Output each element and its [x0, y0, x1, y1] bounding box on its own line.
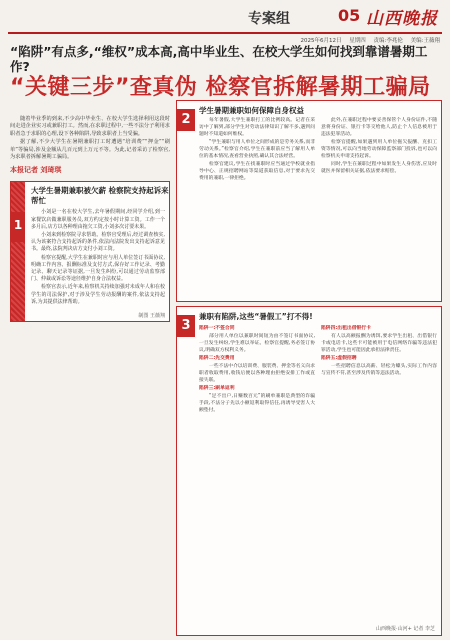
section-3-credit: 山西晚报·山河+ 记者 李芝 — [376, 626, 435, 632]
section-3-col-b — [321, 325, 437, 623]
section-3-body — [199, 325, 437, 623]
issue-weekday: 星期四 — [349, 38, 366, 44]
section-1-paragraph: 检察官提醒,大学生在兼职时应与用人单位签订书面协议,明确工作内容、报酬标准及支付方式,保存好工作记录、考勤记录、聊天记录等证据,一旦发生纠纷,可以通过劳动监察部门、仲裁或诉讼等途径维护自身合法权益。 — [31, 254, 165, 283]
trap-heading: 陷阱三:刷单返利 — [199, 386, 235, 391]
trap-text: 有人以高额报酬为诱饵,要求学生出租、出借银行卡或电话卡,这些卡可能被用于电信网络诈骗等违法犯罪活动,学生也可能因此承担法律责任。 — [321, 334, 437, 353]
trap-heading: 陷阱五:虚假招聘 — [321, 356, 357, 361]
section-2-paragraph: 检察官提醒,如果遇到用人单位拖欠报酬、克扣工资等情况,可以向当地劳动保障监察部门投诉,也可以向检察机关申请支持起诉。 — [321, 140, 437, 159]
section-2-col-a — [199, 117, 315, 297]
section-1-body — [11, 206, 169, 310]
headline-kicker: “陷阱”有点多,“维权”成本高,高中毕业生、在校大学生如何找到靠谱暑期工作? — [10, 44, 428, 74]
left-column — [10, 116, 170, 636]
lead-paragraph: 据了解,不少大学生在暑期兼职打工时遭遇“培训费”“押金”“刷单”等骗局,涉及金额从几百元到上万元不等。为此,记者采访了检察官,为求职者拆解暑期工骗局。 — [10, 139, 170, 161]
section-2-paragraph: 同时,学生在兼职过程中如果发生人身伤害,应及时就医并保留相关证据,依法要求赔偿。 — [321, 162, 437, 174]
section-2-title: 学生暑期兼职如何保障自身权益 — [199, 106, 304, 115]
section-3-col-a — [199, 325, 315, 623]
section-1-paragraph: 小刘来到检察院寻求帮助。检察官受理后,经过调查核实,认为该案符合支持起诉的条件,依法向法院发出支持起诉意见书。最终,法院判决店方支付小刘工资。 — [31, 232, 165, 253]
page-number: 05 — [338, 6, 361, 25]
trap-text: 一些不法中介以培训费、服装费、押金等名义向求职者收取费用,收钱后便以各种理由拒绝安排工作或直接失联。 — [199, 364, 315, 383]
reporter-byline: 本报记者 刘琦琪 — [10, 166, 62, 175]
section-name: 专案组 — [248, 11, 290, 27]
newspaper-logo: 山西晚报 — [366, 9, 438, 29]
section-2 — [176, 100, 442, 302]
editor-credit: 责编:李兆伦 — [373, 38, 403, 44]
section-1-paragraph: 检察官表示,近年来,检察机关持续加强对未成年人和在校学生的司法保护,对于涉及学生劳动报酬的案件,依法支持起诉,为其提供法律帮助。 — [31, 284, 165, 305]
section-3-number-badge: 3 — [177, 315, 195, 337]
section-2-col-b — [321, 117, 437, 297]
trap-heading: 陷阱二:先交费用 — [199, 356, 235, 361]
dateline — [295, 36, 440, 44]
right-column — [176, 100, 442, 636]
section-2-paragraph: 此外,在兼职过程中要妥善保管个人身份证件,不随意将身份证、银行卡等交给他人,防止个人信息被用于违法犯罪活动。 — [321, 118, 437, 137]
section-2-paragraph: “学生兼职与用人单位之间形成的是劳务关系,而非劳动关系。”检察官介绍,学生在兼职前应当了解用人单位的基本情况,查看营业执照,确认其合法经营。 — [199, 140, 315, 159]
trap-text: “足不出户,日赚数百元”的刷单兼职是典型的诈骗手段,不法分子先以小额返利取得信任,再诱导受害人大额垫付。 — [199, 394, 315, 413]
masthead — [8, 6, 442, 34]
section-2-paragraph: 每年暑假,大学生兼职打工的比例较高。记者在采访中了解到,部分学生对劳动法律知识了解不多,遇到问题时不知道如何维权。 — [199, 118, 315, 137]
section-2-body — [199, 117, 437, 297]
lead-text — [10, 116, 170, 161]
lead-paragraph: 随着毕业季的到来,不少高中毕业生、在校大学生选择利用这段时间走进企业实习或兼职打工。然而,在求职过程中,一些不法分子利用求职者急于求职的心理,设下各种陷阱,导致求职者上当受骗。 — [10, 116, 170, 137]
designer-credit: 美编:王薇翔 — [410, 38, 440, 44]
section-1 — [10, 181, 170, 322]
section-stripe — [11, 182, 25, 321]
trap-text: 部分用人单位以兼职时间短为由不签订书面协议,一旦发生纠纷,学生难以举证。检察官提醒,务必签订协议,明确双方权利义务。 — [199, 334, 315, 353]
section-1-number-badge: 1 — [11, 212, 25, 242]
section-3 — [176, 306, 442, 636]
trap-heading: 陷阱一:不签合同 — [199, 326, 235, 331]
section-2-paragraph: 检察官建议,学生在找兼职时应当通过学校就业指导中心、正规招聘网站等渠道获取信息,对于要求先交费用的兼职,一律拒绝。 — [199, 162, 315, 181]
photo-credit: 制图 王薇翔 — [138, 313, 165, 320]
section-1-paragraph: 小刘是一名在校大学生,去年暑假期间,经同学介绍,到一家餐饮店做兼职服务员,双方约定按小时计算工资。工作一个多月后,店方以各种理由拖欠工资,小刘多次讨要未果。 — [31, 209, 165, 230]
issue-date: 2025年6月12日 — [300, 38, 342, 44]
trap-text: 一些招聘信息以高薪、轻松为噱头,实际工作内容与宣传不符,甚至涉及传销等违法活动。 — [321, 364, 437, 376]
section-1-title: 大学生暑期兼职被欠薪 检察院支持起诉来帮忙 — [31, 186, 169, 206]
trap-heading: 陷阱四:出租出借银行卡 — [321, 326, 371, 331]
section-3-title: 兼职有陷阱,这些“暑假工”打不得! — [199, 312, 313, 321]
section-2-number-badge: 2 — [177, 109, 195, 131]
main-headline: “关键三步”查真伪 检察官拆解暑期工骗局 — [10, 75, 431, 100]
